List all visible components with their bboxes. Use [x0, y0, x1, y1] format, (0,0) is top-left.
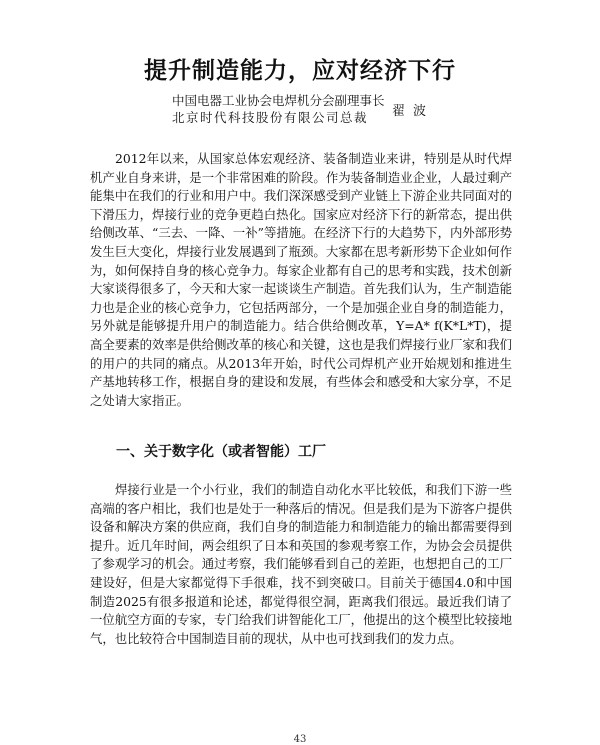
author-affiliation-line-1: 中国电器工业协会电焊机分会副理事长 — [172, 93, 385, 108]
page-number: 43 — [293, 734, 307, 745]
author-block — [0, 92, 600, 128]
author-affiliation-line-2: 北京时代科技股份有限公司总裁 — [172, 110, 369, 125]
article-title: 提升制造能力，应对经济下行 — [144, 58, 456, 84]
section-heading-digital-factory: 一、关于数字化（或者智能）工厂 — [116, 444, 326, 460]
body-paragraph-section-1: 焊接行业是一个小行业，我们的制造自动化水平比较低，和我们下游一些高端的客户相比，我们也是处于一种落后的情况。但是我们是为下游客户提供设备和解决方案的供应商，我们自身的制造能力和制造能力的输出都需要得到提升。近几年时间，两会组织了日本和英国的参观考察工作，为协会会员提供了参观学习的机会。通过考察，我们能够看到自己的差距，也想把自己的工厂建设好，但是大家都觉得下手很难，找不到突破口。目前关于德国4.0和中国制造2025有很多报道和论述，都觉得很空洞，距离我们很远。最近我们请了一位航空方面的专家，专门给我们讲智能化工厂，他提出的这个模型比较接地气，也比较符合中国制造目前的现状，从中也可找到我们的发力点。 — [90, 482, 512, 646]
author-name: 翟波 — [392, 104, 435, 119]
body-paragraph-intro: 2012年以来，从国家总体宏观经济、装备制造业来讲，特别是从时代焊机产业自身来讲，是一个非常困难的阶段。作为装备制造业企业，人最过剩产能集中在我们的行业和用户中。我们深深感受到产业链上下游企业共同面对的下滑压力，焊接行业的竞争更趋白热化。国家应对经济下行的新常态，提出供给侧改革、“三去、一降、一补”等措施。在经济下行的大趋势下，内外部形势发生巨大变化，焊接行业发展遇到了瓶颈。大家都在思考新形势下企业如何作为，如何保持自身的核心竞争力。每家企业都有自己的思考和实践，技术创新大家谈得很多了，今天和大家一起谈谈生产制造。首先我们认为，生产制造能力也是企业的核心竞争力，它包括两部分，一个是加强企业自身的制造能力，另外就是能够提升用户的制造能力。结合供给侧改革，Y=A* f(K*L*T)，提高全要素的效率是供给侧改革的核心和关键，这也是我们焊接行业厂家和我们的用户的共同的痛点。从2013年开始，时代公司焊机产业开始规划和推进生产基地转移工作，根据自身的建设和发展，有些体会和感受和大家分享，不足之处请大家指正。 — [90, 151, 512, 408]
